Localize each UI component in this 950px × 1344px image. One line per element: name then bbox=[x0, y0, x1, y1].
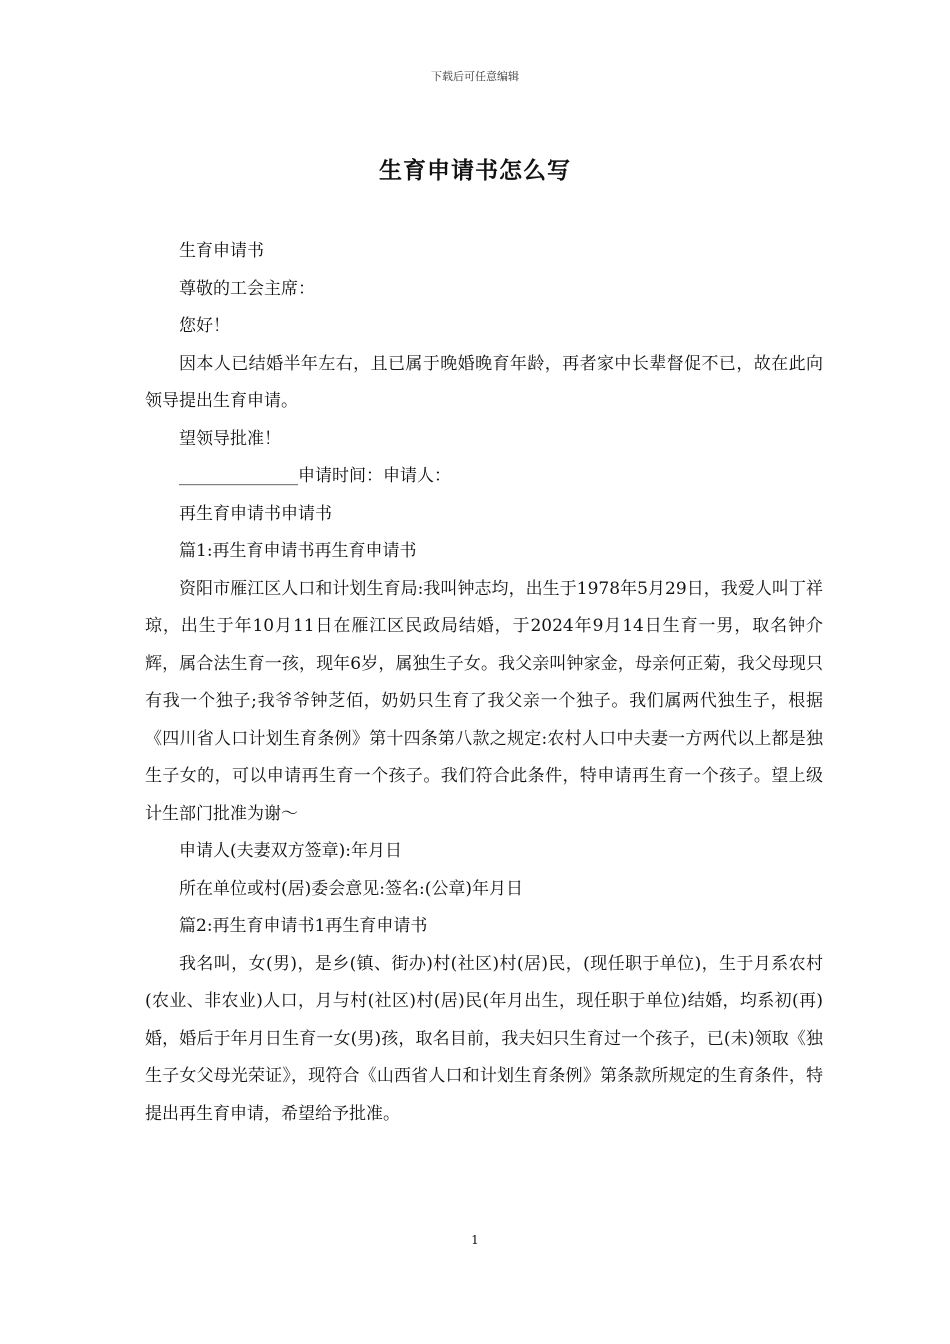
paragraph: 申请人(夫妻双方签章):年月日 bbox=[179, 841, 402, 861]
page-number: 1 bbox=[471, 1233, 479, 1247]
paragraph: 因本人已结婚半年左右，且已属于晚婚晚育年龄，再者家中长辈督促不已，故在此向领导提出生育申请。 bbox=[145, 353, 823, 411]
paragraph: 您好！ bbox=[179, 316, 230, 336]
document-title: 生育申请书怎么写 bbox=[379, 157, 571, 184]
paragraph: 尊敬的工会主席： bbox=[179, 278, 315, 299]
paragraph: 望领导批准！ bbox=[179, 428, 281, 449]
paragraph: 我名叫，女(男)，是乡(镇、街办)村(社区)村(居)民，(现任职于单位)，生于月系农村(农业、非农业)人口，月与村(社区)村(居)民(年月出生，现任职于单位)结婚，均系初(再)婚，婚后于年月日生育一女(男)孩，取名目前，我夫妇只生育过一个孩子，已(未)领取《独生子女父母光荣证》，现符合《山西省人口和计划生育条例》第条款所规定的生育条件，特提出再生育申请，希望给予批准。 bbox=[145, 953, 823, 1124]
paragraph: 资阳市雁江区人口和计划生育局:我叫钟志均，出生于1978年5月29日，我爱人叫丁祥琼，出生于年10月11日在雁江区民政局结婚，于2024年9月14日生育一男，取名钟介辉，属合法生育一孩，现年6岁，属独生子女。我父亲叫钟家金，母亲何正菊，我父母现只有我一个独子;我爷爷钟芝佰，奶奶只生育了我父亲一个独子。我们属两代独生子，根据《四川省人口计划生育条例》第十四条第八款之规定:农村人口中夫妻一方两代以上都是独生子女的，可以申请再生育一个孩子。我们符合此条件，特申请再生育一个孩子。望上级计生部门批准为谢～ bbox=[145, 578, 823, 824]
paragraph: 再生育申请书申请书 bbox=[179, 503, 332, 524]
header-note: 下载后可任意编辑 bbox=[431, 70, 519, 83]
document-body bbox=[145, 233, 823, 1133]
paragraph: ______________申请时间：申请人： bbox=[179, 466, 451, 486]
paragraph: 所在单位或村(居)委会意见:签名:(公章)年月日 bbox=[179, 878, 523, 899]
paragraph: 篇2:再生育申请书1再生育申请书 bbox=[179, 916, 428, 936]
paragraph: 生育申请书 bbox=[179, 241, 264, 261]
paragraph: 篇1:再生育申请书再生育申请书 bbox=[179, 541, 417, 561]
